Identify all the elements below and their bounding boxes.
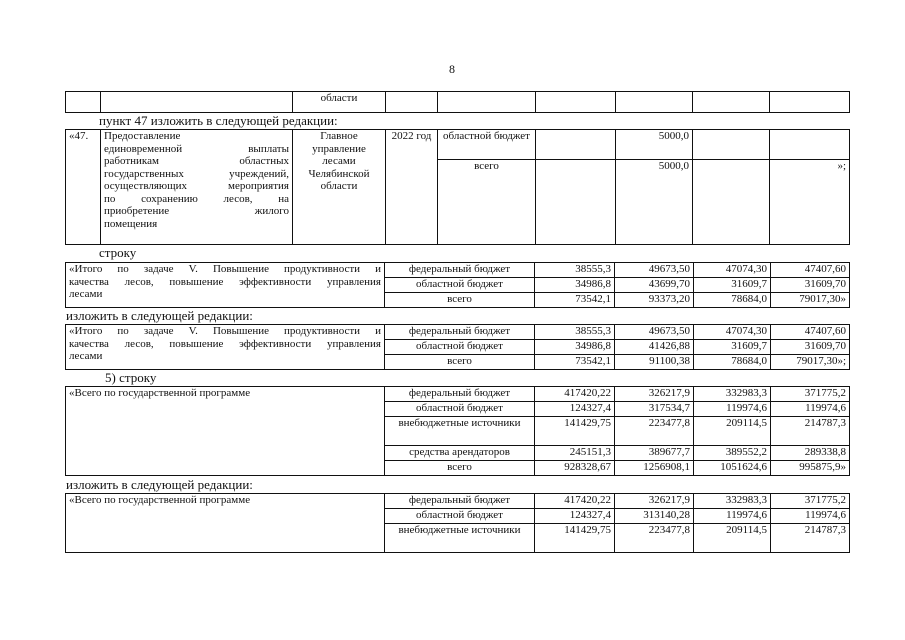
itogo-new-table: «Итого по задаче V. Повышение продуктивности и качества лесов, повышение эффективности управления лесами федеральный бюджет 38555,3 49673,50 47074,30 47407,60 областной бюджет 34986,8 41426,88 31609,7 31609,70 всего 73542,1 91100,38 78684,0 79017,30»; <box>65 324 850 370</box>
itogo-old-description: «Итого по задаче V. Повышение продуктивности и качества лесов, повышение эффективности управления лесами <box>66 263 385 308</box>
p47-source: всего <box>438 160 536 245</box>
top-row-cell: области <box>293 92 386 113</box>
p47-organization: Главное управление лесами Челябинской области <box>293 130 386 245</box>
label-izlozhit: изложить в следующей редакции: <box>66 308 253 323</box>
label-p47: пункт 47 изложить в следующей редакции: <box>99 113 338 128</box>
p47-table: «47. Предоставление единовременной выплаты работникам областных государственных учреждений, осуществляющих мероприятия по сохранению лесов, на приобретение жилого помещения Главное управление лесами Челябинской области 2022 год областной бюджет 5000,0 всего 5000,0 »; <box>65 129 850 245</box>
itogo-old-table: «Итого по задаче V. Повышение продуктивности и качества лесов, повышение эффективности управления лесами федеральный бюджет 38555,3 49673,50 47074,30 47407,60 областной бюджет 34986,8 43699,70 31609,7 31609,70 всего 73542,1 93373,20 78684,0 79017,30» <box>65 262 850 308</box>
label-izlozhit-2: изложить в следующей редакции: <box>66 477 253 492</box>
label-stroku: строку <box>99 245 137 260</box>
top-row-table <box>65 91 850 113</box>
label-stroku-5: 5) строку <box>105 370 157 385</box>
p47-source: областной бюджет <box>438 130 536 160</box>
vsego-new-description: «Всего по государственной программе <box>66 494 385 553</box>
p47-number: «47. <box>66 130 101 245</box>
itogo-new-description: «Итого по задаче V. Повышение продуктивности и качества лесов, повышение эффективности управления лесами <box>66 325 385 370</box>
p47-description: Предоставление единовременной выплаты работникам областных государственных учреждений, осуществляющих мероприятия по сохранению лесов, на приобретение жилого помещения <box>101 130 293 245</box>
p47-year: 2022 год <box>386 130 438 245</box>
page-number: 8 <box>449 62 455 76</box>
vsego-new-table: «Всего по государственной программе федеральный бюджет 417420,22 326217,9 332983,3 371775,2 областной бюджет 124327,4 313140,28 119974,6 119974,6 внебюджетные источники 141429,75 223477,8 209114,5 214787,3 <box>65 493 850 553</box>
vsego-old-table: «Всего по государственной программе федеральный бюджет 417420,22 326217,9 332983,3 371775,2 областной бюджет 124327,4 317534,7 119974,6 119974,6 внебюджетные источники 141429,75 223477,8 209114,5 214787,3 средства арендаторов 245151,3 389677,7 389552,2 289338,8 всего 928328,67 1256908,1 1051624,6 995875,9» <box>65 386 850 476</box>
vsego-old-description: «Всего по государственной программе <box>66 387 385 476</box>
